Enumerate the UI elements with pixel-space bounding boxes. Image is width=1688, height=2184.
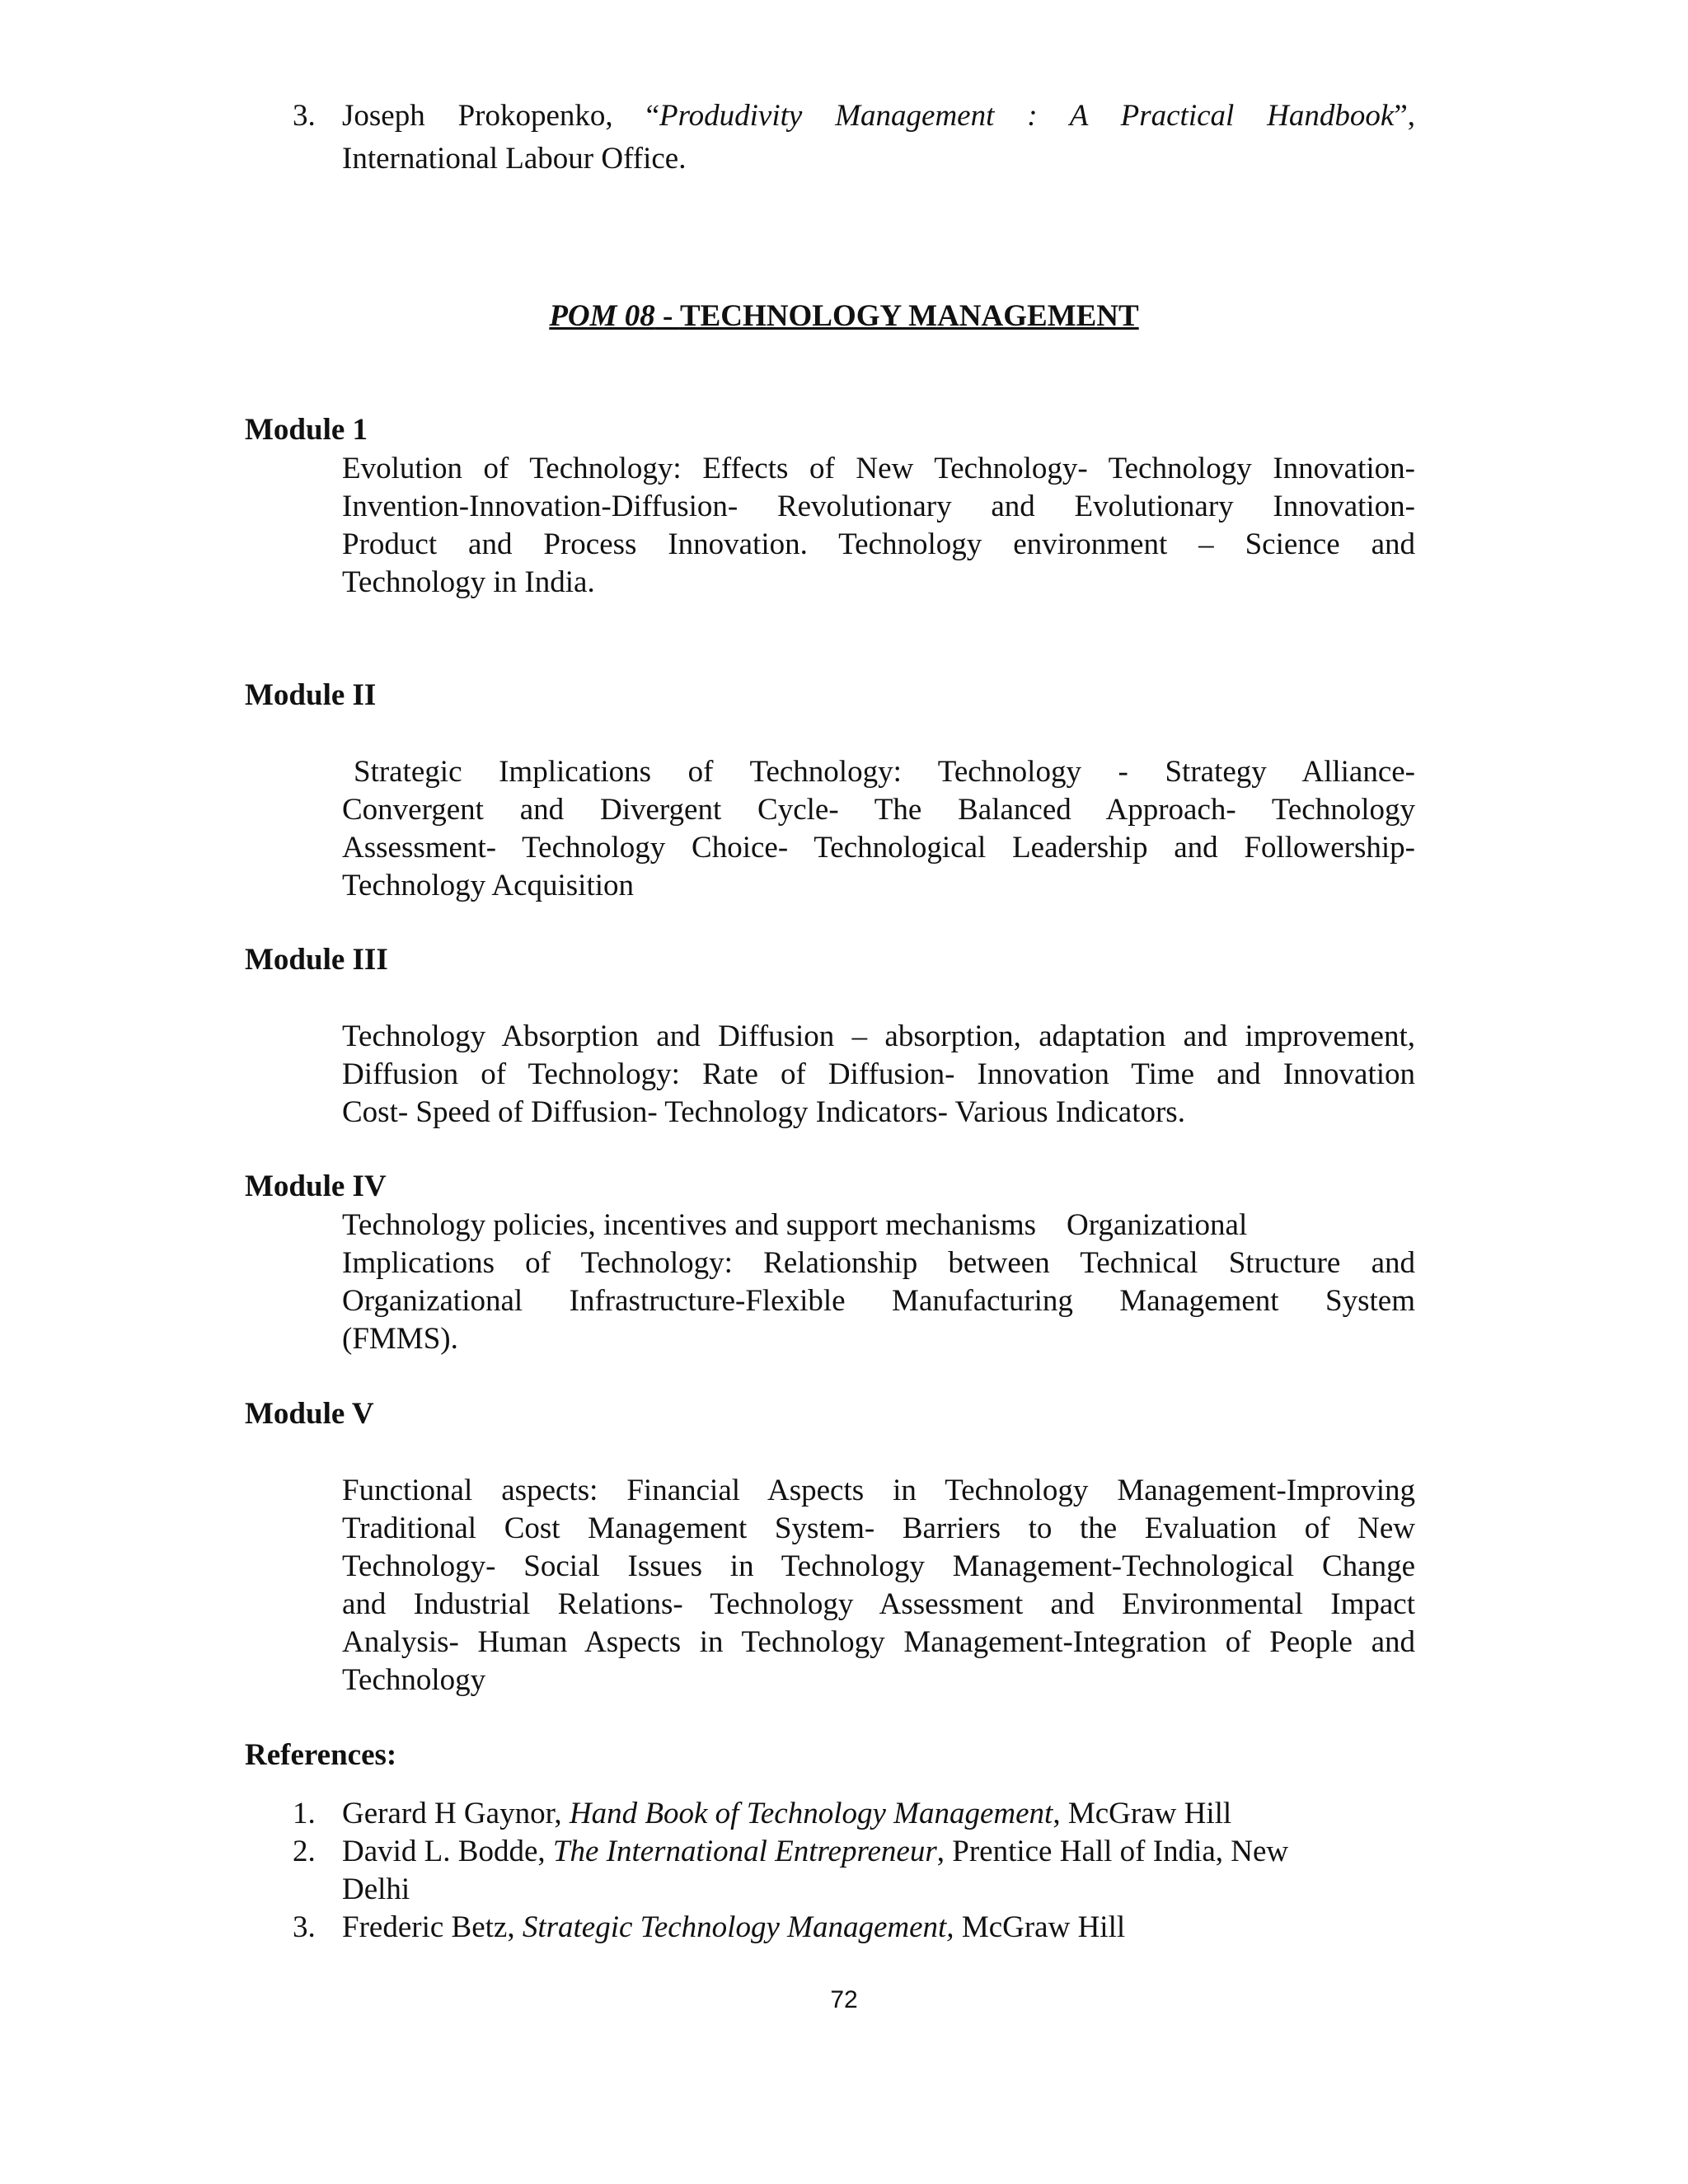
reference-number: 1.	[293, 1797, 316, 1830]
reference-author: David L. Bodde,	[342, 1835, 553, 1868]
reference-item	[342, 1909, 1125, 1947]
module-4-line: (FMMS).	[342, 1322, 458, 1356]
module-4-heading: Module IV	[245, 1169, 387, 1203]
reference-number: 3.	[293, 1910, 316, 1944]
module-5-line: Technology- Social Issues in Technology Management-Technological Change	[342, 1549, 1415, 1583]
reference-title: Produdivity Management : A Practical Handbook	[659, 99, 1395, 133]
module-4-line: Implications of Technology: Relationship between Technical Structure and	[342, 1246, 1415, 1280]
course-title: TECHNOLOGY MANAGEMENT	[679, 299, 1139, 333]
module-2-line: Assessment- Technology Choice- Technological Leadership and Followership-	[342, 831, 1415, 865]
module-4-line: Technology policies, incentives and support mechanisms Organizational	[342, 1208, 1248, 1242]
quote-open: “	[645, 99, 660, 133]
reference-number: 2.	[293, 1835, 316, 1868]
reference-line-1	[342, 97, 1415, 135]
module-5-line: Traditional Cost Management System- Barriers to the Evaluation of New	[342, 1511, 1415, 1545]
module-3-heading: Module III	[245, 943, 388, 977]
module-5-line: Analysis- Human Aspects in Technology Management-Integration of People and	[342, 1625, 1415, 1659]
module-1-line: Evolution of Technology: Effects of New Technology- Technology Innovation-	[342, 452, 1415, 485]
module-2-line: Convergent and Divergent Cycle- The Balanced Approach- Technology	[342, 793, 1415, 827]
module-4-body	[342, 1207, 1415, 1358]
reference-item	[342, 1833, 1288, 1871]
reference-title: The International Entrepreneur	[552, 1835, 937, 1868]
module-1-heading: Module 1	[245, 413, 368, 447]
module-1-line: Product and Process Innovation. Technology environment – Science and	[342, 527, 1415, 561]
module-5-line: and Industrial Relations- Technology Assessment and Environmental Impact	[342, 1587, 1415, 1621]
module-1-line: Invention-Innovation-Diffusion- Revolutionary and Evolutionary Innovation-	[342, 490, 1415, 523]
course-code: POM 08	[549, 299, 655, 333]
module-2-body	[342, 753, 1415, 905]
module-5-heading: Module V	[245, 1397, 374, 1431]
reference-author: Joseph Prokopenko,	[342, 99, 613, 133]
reference-number: 3.	[293, 99, 316, 133]
module-2-line: Technology Acquisition	[342, 869, 635, 902]
heading-separator: -	[654, 299, 680, 333]
module-3-body	[342, 1018, 1415, 1132]
module-5-line: Technology	[342, 1663, 486, 1697]
reference-publisher: International Labour Office.	[342, 142, 687, 176]
page-number: 72	[830, 1986, 858, 2013]
reference-author: Gerard H Gaynor,	[342, 1797, 570, 1830]
module-5-line: Functional aspects: Financial Aspects in Technology Management-Improving	[342, 1474, 1415, 1507]
reference-publisher: , McGraw Hill	[1053, 1797, 1232, 1830]
module-1-body	[342, 450, 1415, 602]
reference-publisher: McGraw Hill	[954, 1910, 1126, 1944]
module-3-line: Technology Absorption and Diffusion – absorption, adaptation and improvement,	[342, 1019, 1415, 1053]
module-1-line: Technology in India.	[342, 565, 595, 599]
module-3-line: Cost- Speed of Diffusion- Technology Indicators- Various Indicators.	[342, 1095, 1185, 1129]
module-2-heading: Module II	[245, 678, 377, 712]
reference-title: Strategic Technology Management,	[522, 1910, 954, 1944]
page-title	[0, 298, 1688, 334]
quote-close: ”,	[1394, 99, 1416, 133]
module-3-line: Diffusion of Technology: Rate of Diffusion- Innovation Time and Innovation	[342, 1057, 1415, 1091]
reference-author: Frederic Betz,	[342, 1910, 523, 1944]
reference-item	[342, 1795, 1231, 1833]
module-2-line: Strategic Implications of Technology: Technology - Strategy Alliance-	[354, 755, 1415, 789]
reference-continuation: Delhi	[342, 1872, 410, 1906]
module-5-body	[342, 1472, 1415, 1699]
reference-title: Hand Book of Technology Management	[569, 1797, 1053, 1830]
module-4-line: Organizational Infrastructure-Flexible Manufacturing Management System	[342, 1284, 1415, 1318]
reference-publisher: , Prentice Hall of India, New	[936, 1835, 1289, 1868]
references-heading: References:	[245, 1738, 397, 1772]
